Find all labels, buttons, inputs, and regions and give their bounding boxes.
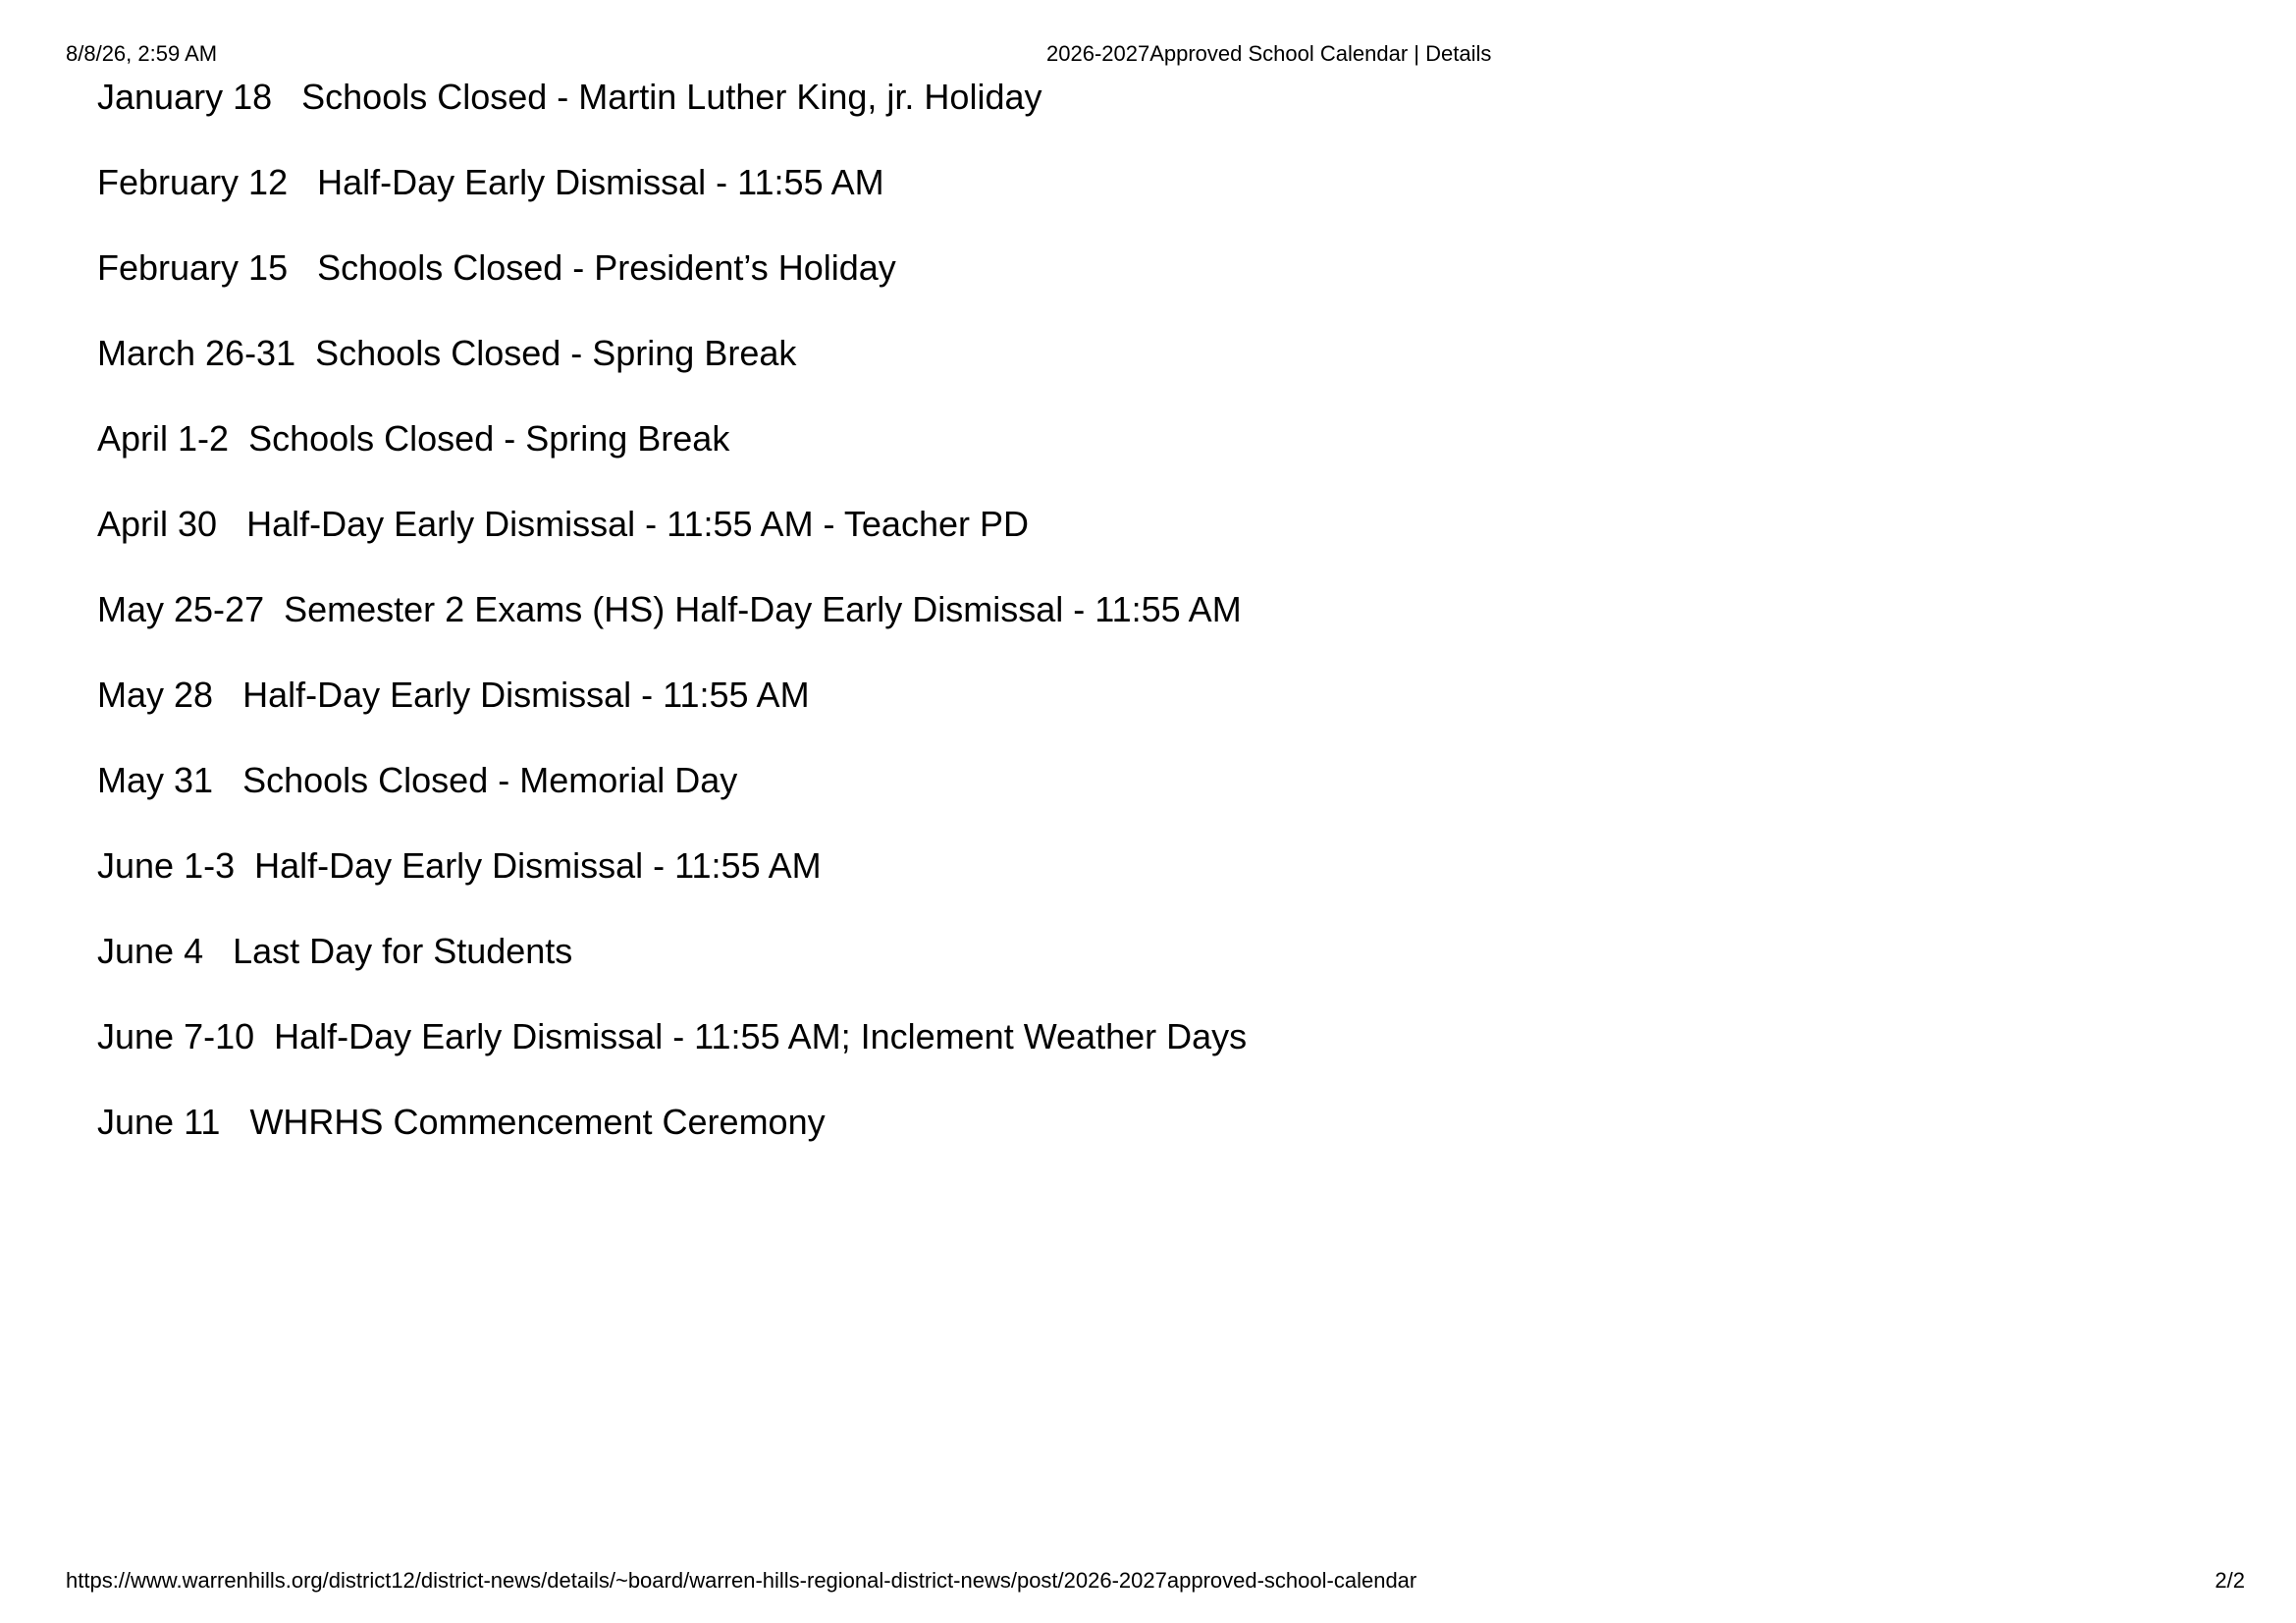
event-description: Schools Closed - Martin Luther King, jr. Holiday [301, 77, 1042, 117]
event-date: May 28 [97, 675, 214, 715]
separator [220, 1102, 249, 1142]
list-item [97, 1012, 1247, 1098]
list-item [97, 756, 1247, 841]
print-header-datetime: 8/8/26, 2:59 AM [66, 41, 218, 66]
separator [288, 162, 317, 202]
separator [203, 931, 233, 971]
separator [213, 675, 242, 715]
separator [272, 77, 301, 117]
event-date: May 31 [97, 760, 214, 800]
event-description: Schools Closed - Memorial Day [242, 760, 738, 800]
list-item [97, 414, 1247, 500]
list-item [97, 500, 1247, 585]
separator [288, 247, 317, 288]
list-item [97, 73, 1247, 158]
event-description: Schools Closed - Spring Break [315, 333, 797, 373]
list-item [97, 585, 1247, 671]
event-date: June 7-10 [97, 1016, 255, 1056]
separator [264, 589, 284, 629]
list-item [97, 158, 1247, 243]
event-description: Schools Closed - President’s Holiday [317, 247, 896, 288]
list-item [97, 329, 1247, 414]
list-item [97, 1098, 1247, 1183]
print-footer-page-number: 2/2 [2215, 1568, 2245, 1593]
print-header-title: 2026-2027Approved School Calendar | Details [1046, 41, 1492, 66]
list-item [97, 841, 1247, 927]
event-description: Schools Closed - Spring Break [248, 418, 730, 459]
separator [254, 1016, 274, 1056]
separator [235, 845, 254, 886]
list-item [97, 927, 1247, 1012]
event-description: WHRHS Commencement Ceremony [249, 1102, 826, 1142]
separator [217, 504, 246, 544]
event-description: Half-Day Early Dismissal - 11:55 AM; Inclement Weather Days [274, 1016, 1248, 1056]
event-description: Half-Day Early Dismissal - 11:55 AM [242, 675, 810, 715]
event-description: Last Day for Students [233, 931, 573, 971]
event-date: February 12 [97, 162, 289, 202]
separator [213, 760, 242, 800]
list-item [97, 671, 1247, 756]
event-date: January 18 [97, 77, 273, 117]
list-item [97, 243, 1247, 329]
event-date: June 4 [97, 931, 204, 971]
event-description: Half-Day Early Dismissal - 11:55 AM [254, 845, 822, 886]
event-date: March 26-31 [97, 333, 296, 373]
event-description: Half-Day Early Dismissal - 11:55 AM [317, 162, 884, 202]
event-date: May 25-27 [97, 589, 265, 629]
event-date: June 11 [97, 1102, 221, 1142]
event-date: April 30 [97, 504, 218, 544]
calendar-list [97, 73, 1247, 1183]
print-footer-url: https://www.warrenhills.org/district12/district-news/details/~board/warren-hills-regional-district-news/post/2026-2027approved-school-calendar [66, 1568, 1417, 1593]
event-date: February 15 [97, 247, 289, 288]
event-description: Half-Day Early Dismissal - 11:55 AM - Teacher PD [246, 504, 1029, 544]
separator [229, 418, 248, 459]
separator [295, 333, 315, 373]
event-description: Semester 2 Exams (HS) Half-Day Early Dismissal - 11:55 AM [284, 589, 1242, 629]
event-date: April 1-2 [97, 418, 230, 459]
event-date: June 1-3 [97, 845, 236, 886]
